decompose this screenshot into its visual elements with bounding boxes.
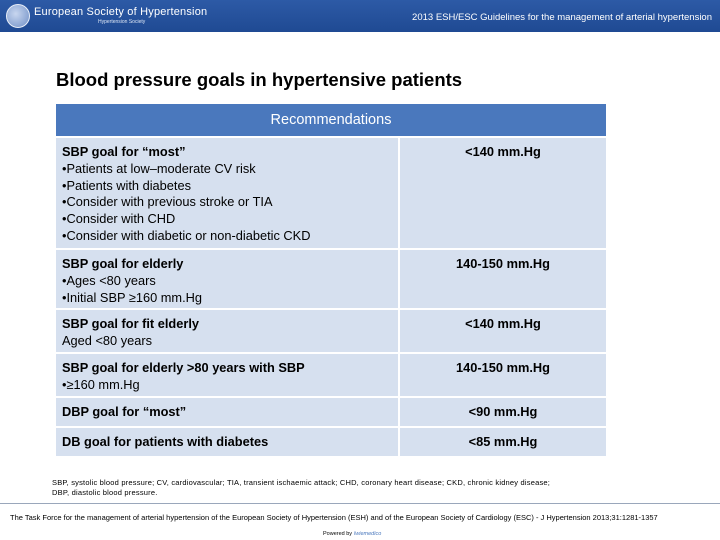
goal-value: <140 mm.Hg [400,310,606,352]
citation: The Task Force for the management of arterial hypertension of the European Society of Hypertension (ESH) and of the European Society of Cardiology (ESC) - J Hypertension 2013;31:1281-1357 [10,513,658,522]
table-row [56,398,606,426]
goal-value: <140 mm.Hg [400,138,606,248]
table-row [56,428,606,456]
goal-value: 140-150 mm.Hg [400,354,606,396]
table-row [56,138,606,248]
recommendation-line: SBP goal for “most” [62,144,186,159]
recommendation-cell [56,138,398,248]
recommendation-line: •Consider with CHD [62,211,176,227]
esh-logo [6,4,208,28]
recommendation-line: •Patients with diabetes [62,177,191,193]
goal-value: 140-150 mm.Hg [400,250,606,308]
recommendation-line: SBP goal for elderly >80 years with SBP [62,360,305,375]
recommendation-line: •Consider with previous stroke or TIA [62,194,273,210]
powered-by-label: Powered by [323,531,353,537]
recommendation-line: Aged <80 years [62,332,152,348]
recommendation-cell [56,310,398,352]
powered-by [323,531,381,537]
recommendations-table [56,104,606,456]
recommendation-line: •Patients at low–moderate CV risk [62,160,256,176]
abbreviations-footnote [52,478,652,498]
recommendation-line: DB goal for patients with diabetes [62,434,269,449]
goal-value: <85 mm.Hg [400,428,606,456]
footer-divider [0,503,720,504]
page-title: Blood pressure goals in hypertensive patients [56,69,463,90]
recommendation-cell [56,354,398,396]
recommendation-cell [56,250,398,308]
footnote-line: SBP, systolic blood pressure; CV, cardiovascular; TIA, transient ischaemic attack; CHD, coronary heart disease; CKD, chronic kidney disease; [52,478,551,487]
footnote-line: DBP, diastolic blood pressure. [52,488,158,497]
esh-emblem-icon [6,4,30,28]
recommendation-line: SBP goal for fit elderly [62,316,200,331]
recommendation-line: DBP goal for “most” [62,404,187,419]
recommendation-line: •Ages <80 years [62,272,156,288]
powered-by-mark: lwiemedico [354,531,382,537]
recommendation-line: •Consider with diabetic or non-diabetic CKD [62,227,311,243]
recommendation-cell [56,398,398,426]
guideline-title: 2013 ESH/ESC Guidelines for the management of arterial hypertension [412,12,712,23]
table-row [56,354,606,396]
recommendation-line: SBP goal for elderly [62,256,184,271]
recommendation-cell [56,428,398,456]
header-bar [0,0,720,32]
table-row [56,310,606,352]
table-header: Recommendations [56,104,606,136]
logo-name: European Society of Hypertension [34,6,208,18]
logo-subtitle: Hypertension Society [98,19,146,25]
recommendation-line: •Initial SBP ≥160 mm.Hg [62,289,203,305]
goal-value: <90 mm.Hg [400,398,606,426]
table-row [56,250,606,308]
recommendation-line: •≥160 mm.Hg [62,376,140,392]
